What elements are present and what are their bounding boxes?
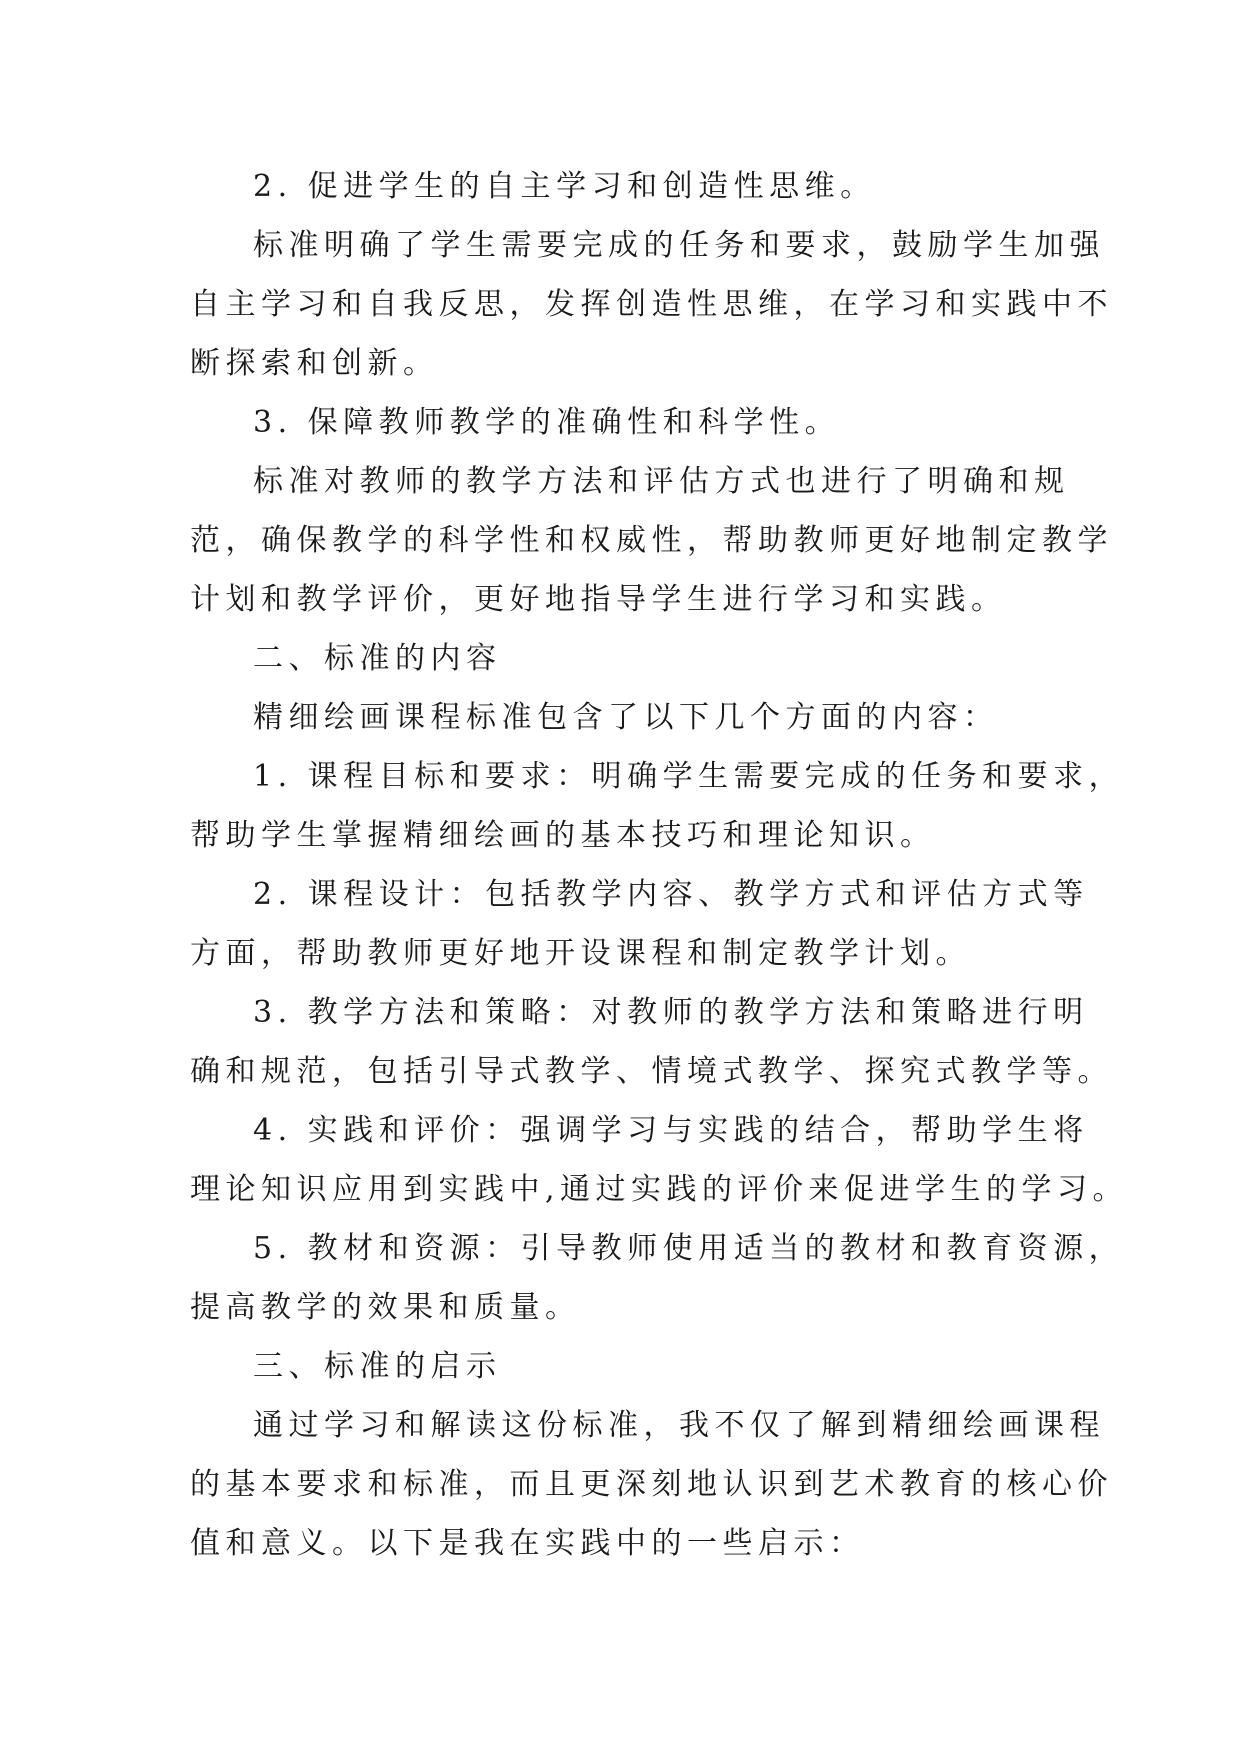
list-item-2-heading <box>190 157 1065 216</box>
text-line: 范，确保教学的科学性和权威性，帮助教师更好地制定教学 <box>190 523 1113 558</box>
text-line: 4. 实践和评价：强调学习与实践的结合，帮助学生将 <box>253 1113 1089 1148</box>
text-line: 2. 课程设计：包括教学内容、教学方式和评估方式等 <box>253 877 1089 912</box>
list-item-3-heading <box>190 393 1065 452</box>
text-line: 的基本要求和标准，而且更深刻地认识到艺术教育的核心价 <box>190 1467 1113 1502</box>
text-line: 计划和教学评价，更好地指导学生进行学习和实践。 <box>190 582 1007 617</box>
text-line: 5. 教材和资源：引导教师使用适当的教材和教育资源， <box>253 1231 1125 1266</box>
list-item <box>190 1101 1129 1219</box>
text-line: 方面，帮助教师更好地开设课程和制定教学计划。 <box>190 936 971 971</box>
text-line: 3. 教学方法和策略：对教师的教学方法和策略进行明 <box>253 995 1089 1030</box>
paragraph <box>190 1396 1113 1573</box>
text-line: 通过学习和解读这份标准，我不仅了解到精细绘画课程 <box>253 1408 1105 1443</box>
text-line: 值和意义。以下是我在实践中的一些启示： <box>190 1526 865 1561</box>
text-line: 精细绘画课程标准包含了以下几个方面的内容： <box>253 700 999 735</box>
text-line: 标准明确了学生需要完成的任务和要求，鼓励学生加强 <box>253 228 1105 263</box>
text-line: 提高教学的效果和质量。 <box>190 1290 581 1325</box>
text-line: 断探索和创新。 <box>190 346 439 381</box>
paragraph <box>190 216 1113 393</box>
paragraph <box>190 452 1113 629</box>
text-line: 理论知识应用到实践中,通过实践的评价来促进学生的学习。 <box>190 1172 1129 1207</box>
text-line: 二、标准的内容 <box>253 641 502 676</box>
document-body <box>190 157 1129 1573</box>
list-item <box>190 865 1089 983</box>
section-heading <box>190 1337 1065 1396</box>
text-line: 标准对教师的教学方法和评估方式也进行了明确和规 <box>253 464 1070 499</box>
text-line: 确和规范，包括引导式教学、情境式教学、探究式教学等。 <box>190 1054 1113 1089</box>
text-line: 三、标准的启示 <box>253 1349 502 1384</box>
text-line: 2. 促进学生的自主学习和创造性思维。 <box>253 169 876 204</box>
list-item <box>190 983 1113 1101</box>
text-line: 自主学习和自我反思，发挥创造性思维，在学习和实践中不 <box>190 287 1113 322</box>
text-line: 3. 保障教师教学的准确性和科学性。 <box>253 405 841 440</box>
list-item <box>190 747 1125 865</box>
text-line: 1. 课程目标和要求：明确学生需要完成的任务和要求， <box>253 759 1125 794</box>
list-item <box>190 1219 1125 1337</box>
paragraph <box>190 688 1065 747</box>
section-heading <box>190 629 1065 688</box>
text-line: 帮助学生掌握精细绘画的基本技巧和理论知识。 <box>190 818 936 853</box>
